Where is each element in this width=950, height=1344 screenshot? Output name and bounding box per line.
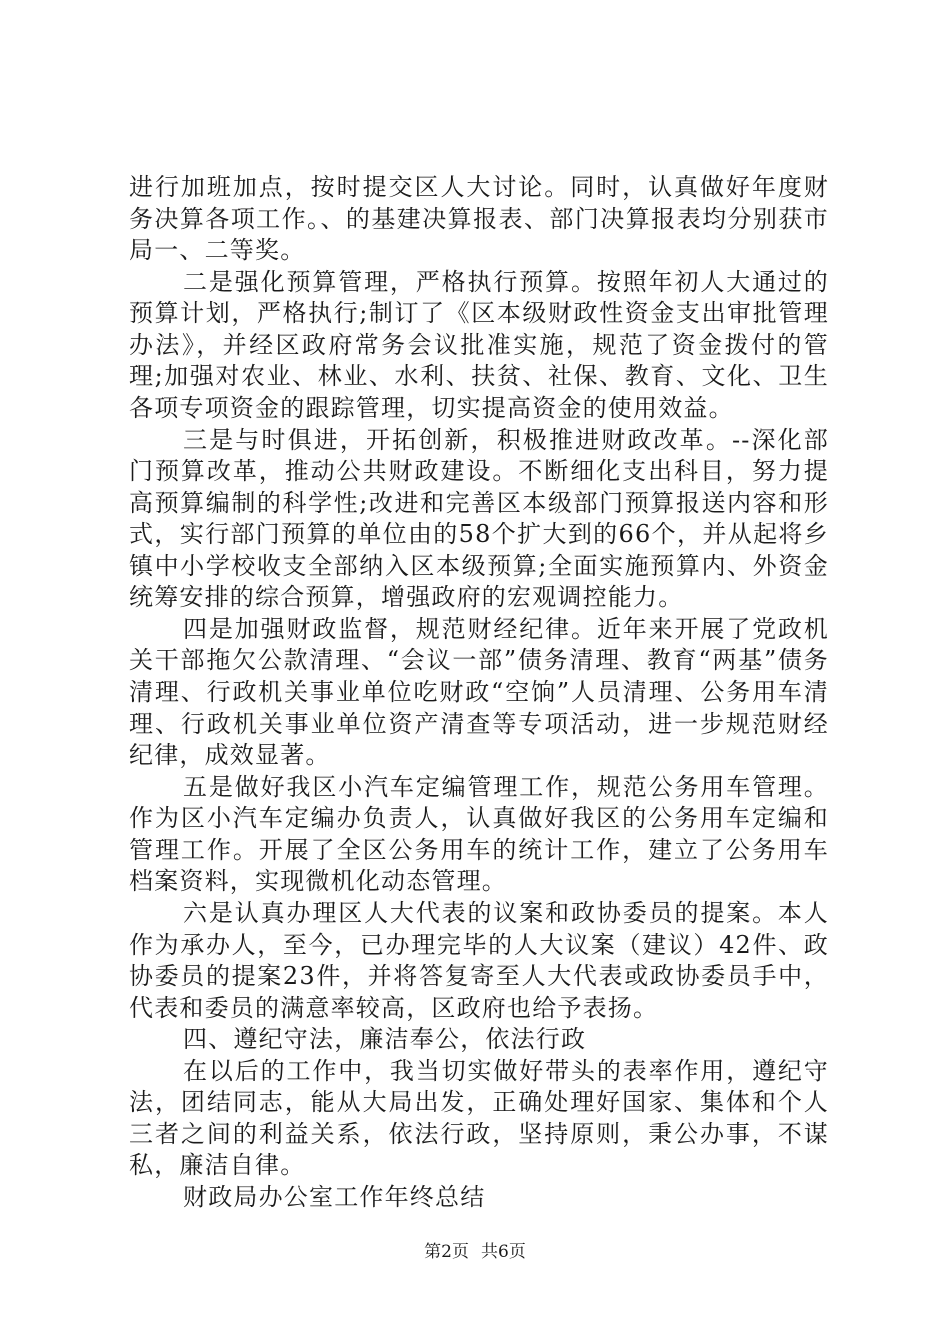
paragraph-vehicle-management: 五是做好我区小汽车定编管理工作，规范公务用车管理。作为区小汽车定编办负责人，认真做好我区的公务用车定编和管理工作。开展了全区公务用车的统计工作，建立了公务用车档案资料，实现微机化动态管理。 (129, 772, 829, 896)
paragraph-proposals: 六是认真办理区人大代表的议案和政协委员的提案。本人作为承办人，至今，已办理完毕的人大议案（建议）42件、政协委员的提案23件，并将答复寄至人大代表或政协委员手中，代表和委员的满意率较高，区政府也给予表扬。 (129, 898, 829, 1022)
section-heading-discipline: 四、遵纪守法，廉洁奉公，依法行政 (183, 1025, 587, 1054)
paragraph-fiscal-reform: 三是与时俱进，开拓创新，积极推进财政改革。--深化部门预算改革，推动公共财政建设。不断细化支出科目，努力提高预算编制的科学性;改进和完善区本级部门预算报送内容和形式，实行部门预算的单位由的58个扩大到的66个，并从起将乡镇中小学校收支全部纳入区本级预算;全面实施预算内、外资金统筹安排的综合预算，增强政府的宏观调控能力。 (129, 425, 829, 612)
paragraph-continuation: 进行加班加点，按时提交区人大讨论。同时，认真做好年度财务决算各项工作。、的基建决算报表、部门决算报表均分别获市局一、二等奖。 (129, 173, 829, 265)
page-number: 第2页 (424, 1242, 469, 1262)
closing-title: 财政局办公室工作年终总结 (183, 1183, 486, 1211)
paragraph-future-work: 在以后的工作中，我当切实做好带头的表率作用，遵纪守法，团结同志，能从大局出发，正确处理好国家、集体和个人三者之间的利益关系，依法行政，坚持原则，秉公办事，不谋私，廉洁自律。 (129, 1056, 829, 1180)
paragraph-budget-management: 二是强化预算管理，严格执行预算。按照年初人大通过的预算计划，严格执行;制订了《区本级财政性资金支出审批管理办法》，并经区政府常务会议批准实施，规范了资金拨付的管理;加强对农业、林业、水利、扶贫、社保、教育、文化、卫生各项专项资金的跟踪管理，切实提高资金的使用效益。 (129, 267, 829, 422)
page-total: 共6页 (481, 1242, 526, 1262)
page-footer (0, 1240, 950, 1264)
document-body (129, 172, 829, 1214)
paragraph-fiscal-supervision: 四是加强财政监督，规范财经纪律。近年来开展了党政机关干部拖欠公款清理、“会议一部”债务清理、教育“两基”债务清理、行政机关事业单位吃财政“空饷”人员清理、公务用车清理、行政机关事业单位资产清查等专项活动，进一步规范财经纪律，成效显著。 (129, 614, 829, 770)
